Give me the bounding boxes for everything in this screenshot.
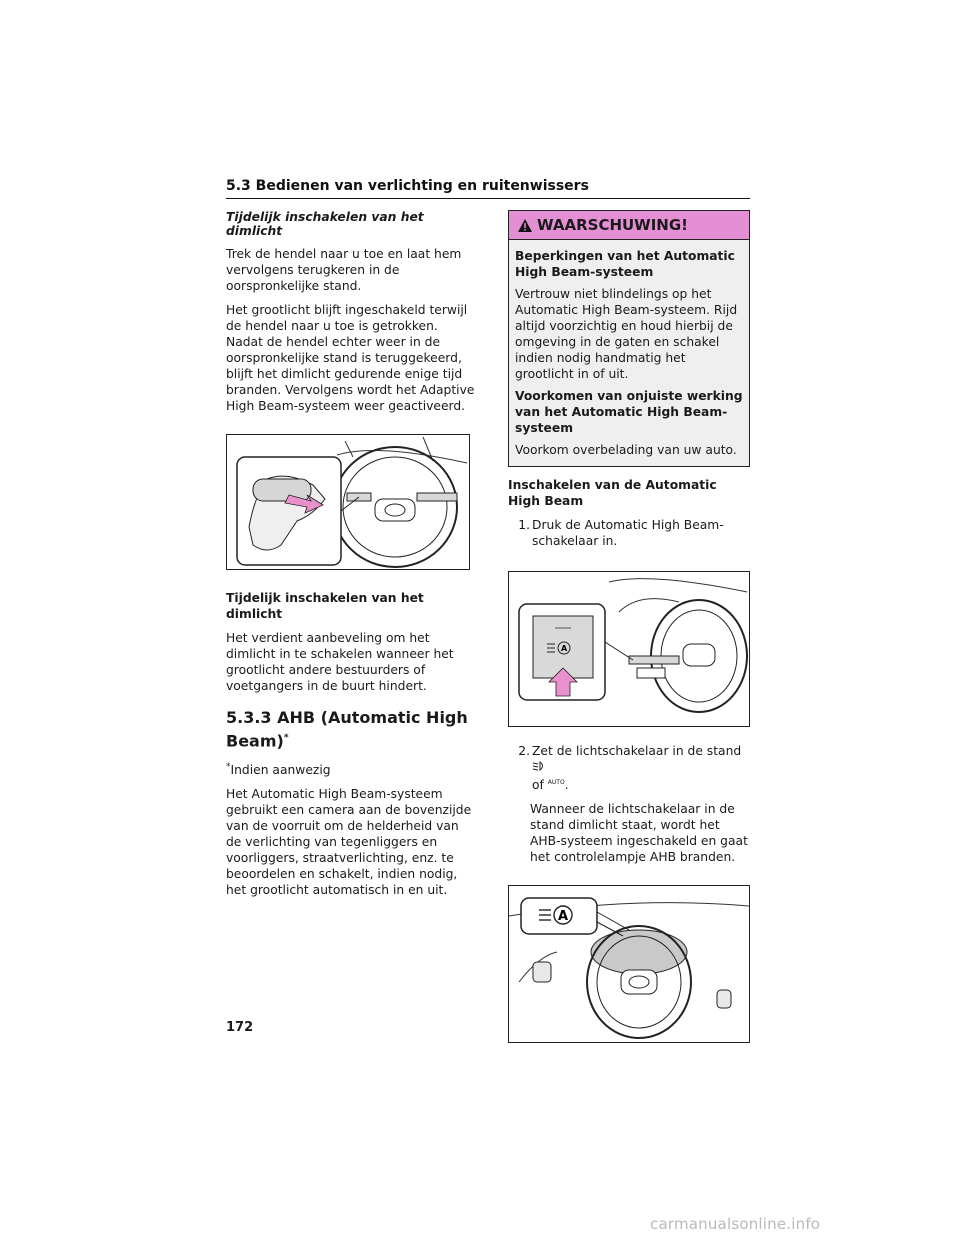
subsection-title: [226, 708, 476, 751]
section-header: 5.3 Bedienen van verlichting en ruitenwissers: [226, 178, 750, 199]
paragraph-pull-lever: Trek de hendel naar u toe en laat hem vervolgens terugkeren in de oorspronkelijke stand.: [226, 247, 462, 293]
right-column: [508, 210, 750, 1043]
warning-box: [508, 210, 750, 467]
step-2: [508, 743, 750, 793]
watermark: carmanualsonline.info: [650, 1215, 821, 1233]
step-2-text-a: Zet de lichtschakelaar in de stand: [532, 744, 742, 758]
figure-lever-pull: [226, 434, 470, 570]
page-number: 172: [226, 1020, 254, 1035]
warning-text-prevent: Voorkom overbelading van uw auto.: [515, 443, 737, 457]
warning-heading-prevent: Voorkomen van onjuiste werking van het Automatic High Beam-systeem: [515, 389, 743, 435]
subsection-star: *: [283, 733, 289, 743]
svg-text:A: A: [561, 644, 568, 653]
footnote-text: Indien aanwezig: [230, 763, 331, 778]
step-1-text: Druk de Automatic High Beam-schakelaar in.: [532, 518, 724, 548]
step-2-explanation: Wanneer de lichtschakelaar in de stand dimlicht staat, wordt het AHB-systeem ingeschakeld en gaat het controlelampje AHB branden.: [530, 802, 748, 865]
step-2-of: of: [532, 778, 544, 793]
bold-heading: Tijdelijk inschakelen van het dimlicht: [226, 591, 424, 621]
paragraph-ahb-description: Het Automatic High Beam-systeem gebruikt een camera aan de bovenzijde van de voorruit om de helderheid van de verlichting van tegenliggers en voorliggers, straatverlichting, enz. te beoordelen en schakelt, indien nodig, het grootlicht automatisch in en uit.: [226, 787, 472, 898]
low-beam-icon: [532, 761, 546, 771]
ahb-switch-illustration: [509, 572, 749, 726]
step-1: [508, 517, 750, 549]
warning-title: WAARSCHUWING!: [537, 216, 689, 234]
auto-icon: AUTO: [547, 779, 565, 786]
ahb-indicator-illustration: [509, 886, 749, 1042]
warning-title-bar: [509, 211, 749, 240]
svg-text:A: A: [558, 909, 569, 925]
italic-heading: Tijdelijk inschakelen van het dimlicht: [226, 210, 424, 238]
left-column: [226, 210, 476, 906]
figure-ahb-switch: [508, 571, 750, 727]
step-2-number: 2.: [518, 744, 530, 758]
lever-pull-illustration: [227, 435, 469, 569]
step-1-number: 1.: [518, 518, 530, 532]
warning-icon: [517, 218, 533, 233]
warning-text-limits: Vertrouw niet blindelings op het Automatic High Beam-systeem. Rijd altijd voorzichtig en houd hierbij de omgeving in de gaten en schakel indien nodig handmatig het grootlicht in of uit.: [515, 287, 738, 381]
ahb-enable-heading: Inschakelen van de Automatic High Beam: [508, 478, 717, 508]
paragraph-high-beam-stays: Het grootlicht blijft ingeschakeld terwijl de hendel naar u toe is getrokken. Nadat de hendel echter weer in de oorspronkelijke stand is teruggekeerd, blijft het dimlicht gedurende enige tijd branden. Vervolgens wordt het Adaptive High Beam-systeem weer geactiveerd.: [226, 303, 475, 413]
step-2-text: Zet de lichtschakelaar in de stand of $^{AUTO}$.: [532, 744, 742, 793]
paragraph-recommend-dim: Het verdient aanbeveling om het dimlicht in te schakelen wanneer het grootlicht andere bestuurders of voetgangers in de buurt hindert.: [226, 631, 454, 693]
footnote-star: *: [226, 762, 231, 773]
warning-heading-limits: Beperkingen van het Automatic High Beam-systeem: [515, 249, 735, 279]
figure-ahb-indicator: [508, 885, 750, 1043]
warning-body: [509, 240, 749, 466]
footnote: [226, 759, 476, 778]
subsection-title-text: 5.3.3 AHB (Automatic High Beam): [226, 708, 468, 751]
